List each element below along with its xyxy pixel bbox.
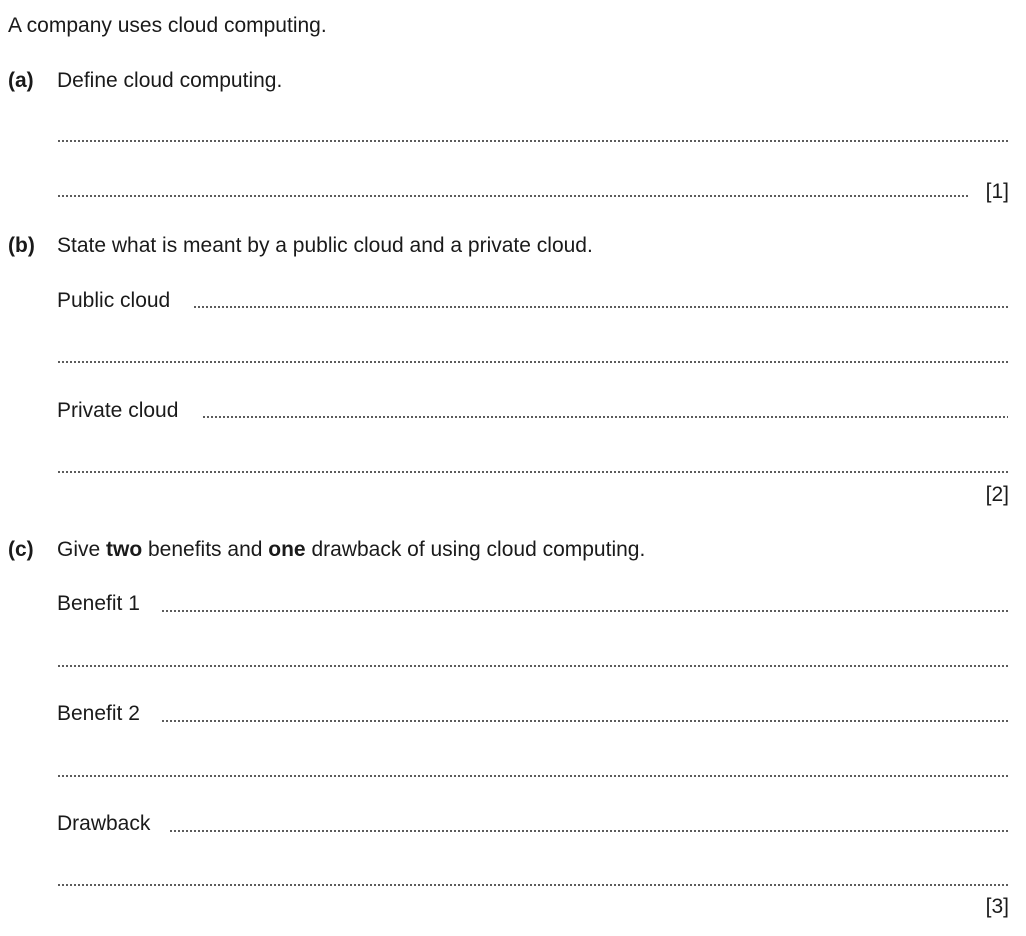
private-cloud-line-1[interactable] (202, 416, 1008, 418)
answer-line-a2[interactable] (57, 195, 969, 197)
private-cloud-line-2[interactable] (57, 471, 1008, 473)
drawback-line-2[interactable] (57, 884, 1008, 886)
part-c-marks: [3] (985, 895, 1009, 918)
drawback-label: Drawback (57, 812, 151, 835)
public-cloud-label: Public cloud (57, 289, 171, 312)
public-cloud-line-1[interactable] (193, 306, 1008, 308)
benefit-1-label: Benefit 1 (57, 592, 140, 615)
benefit-2-line-1[interactable] (161, 720, 1008, 722)
part-b-label: (b) (8, 234, 35, 257)
private-cloud-label: Private cloud (57, 399, 179, 422)
part-a-marks: [1] (985, 180, 1009, 203)
benefit-2-line-2[interactable] (57, 775, 1008, 777)
intro-text: A company uses cloud computing. (8, 14, 327, 37)
answer-line-a1[interactable] (57, 140, 1008, 142)
benefit-1-line-2[interactable] (57, 665, 1008, 667)
part-c-label: (c) (8, 538, 34, 561)
public-cloud-line-2[interactable] (57, 361, 1008, 363)
benefit-2-label: Benefit 2 (57, 702, 140, 725)
part-a-label: (a) (8, 69, 34, 92)
part-b-marks: [2] (985, 483, 1009, 506)
part-a-question: Define cloud computing. (57, 69, 283, 92)
part-c-question: Give two benefits and one drawback of using cloud computing. (57, 538, 646, 561)
part-b-question: State what is meant by a public cloud and a private cloud. (57, 234, 593, 257)
drawback-line-1[interactable] (169, 830, 1008, 832)
benefit-1-line-1[interactable] (161, 610, 1008, 612)
